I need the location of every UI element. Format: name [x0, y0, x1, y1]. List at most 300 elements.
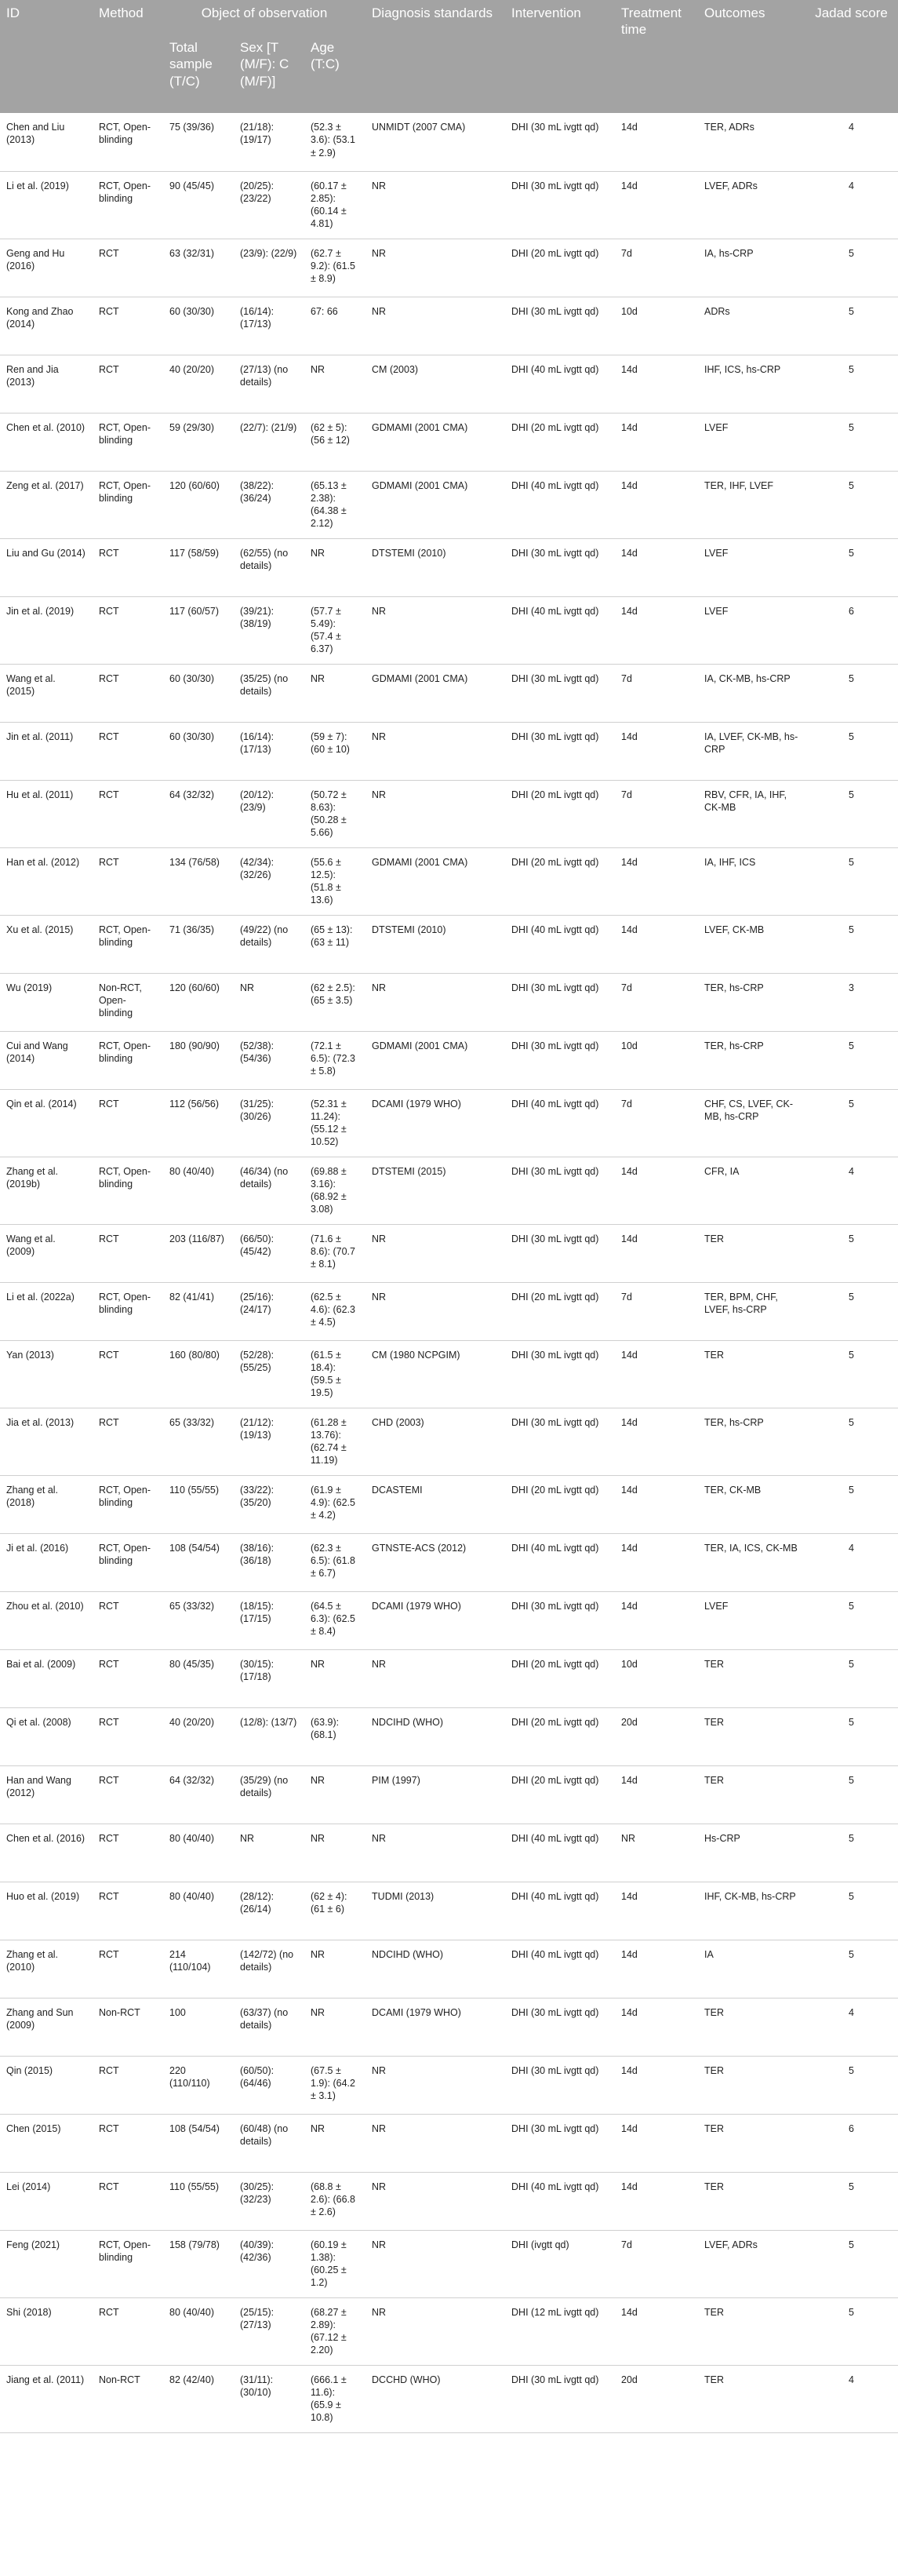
sex-cell: (63/37) (no details) [234, 1998, 304, 2056]
sex-cell: (16/14): (17/13) [234, 297, 304, 355]
jadad-score-cell: 5 [805, 538, 898, 596]
table-row [0, 2056, 898, 2114]
age-cell: (61.28 ± 13.76): (62.74 ± 11.19) [304, 1408, 365, 1475]
sex-cell: (18/15): (17/15) [234, 1591, 304, 1649]
treatment-time-cell: 14d [615, 915, 698, 973]
table-row [0, 297, 898, 355]
outcomes-cell: TER [698, 1224, 805, 1282]
outcomes-cell: TER, hs-CRP [698, 973, 805, 1031]
study-id-cell: Qin (2015) [0, 2056, 93, 2114]
jadad-score-cell: 5 [805, 2056, 898, 2114]
age-cell: (67.5 ± 1.9): (64.2 ± 3.1) [304, 2056, 365, 2114]
diagnosis-standards-cell: NR [365, 780, 505, 847]
sex-cell: (20/25): (23/22) [234, 171, 304, 239]
total-sample-cell: 134 (76/58) [163, 847, 234, 915]
total-sample-cell: 117 (58/59) [163, 538, 234, 596]
total-sample-cell: 40 (20/20) [163, 1707, 234, 1765]
total-sample-cell: 110 (55/55) [163, 1475, 234, 1533]
sex-cell: (60/48) (no details) [234, 2114, 304, 2172]
age-cell: NR [304, 355, 365, 413]
outcomes-cell: LVEF [698, 413, 805, 471]
outcomes-cell: RBV, CFR, IA, IHF, CK-MB [698, 780, 805, 847]
age-cell: (62.3 ± 6.5): (61.8 ± 6.7) [304, 1533, 365, 1591]
outcomes-cell: LVEF, ADRs [698, 171, 805, 239]
method-cell: RCT [93, 2297, 163, 2365]
total-sample-cell: 65 (33/32) [163, 1591, 234, 1649]
age-cell: (68.8 ± 2.6): (66.8 ± 2.6) [304, 2172, 365, 2230]
sex-cell: (27/13) (no details) [234, 355, 304, 413]
sex-cell: (35/29) (no details) [234, 1765, 304, 1824]
method-cell: RCT, Open-blinding [93, 1282, 163, 1340]
study-id-cell: Geng and Hu (2016) [0, 239, 93, 297]
diagnosis-standards-cell: GDMAMI (2001 CMA) [365, 413, 505, 471]
total-sample-cell: 100 [163, 1998, 234, 2056]
method-cell: RCT, Open-blinding [93, 113, 163, 171]
method-cell: RCT, Open-blinding [93, 471, 163, 538]
age-cell: (63.9): (68.1) [304, 1707, 365, 1765]
study-id-cell: Chen and Liu (2013) [0, 113, 93, 171]
table-row [0, 1089, 898, 1157]
outcomes-cell: CHF, CS, LVEF, CK-MB, hs-CRP [698, 1089, 805, 1157]
age-cell: (62.5 ± 4.6): (62.3 ± 4.5) [304, 1282, 365, 1340]
study-id-cell: Hu et al. (2011) [0, 780, 93, 847]
intervention-cell: DHI (30 mL ivgtt qd) [505, 973, 615, 1031]
treatment-time-cell: 14d [615, 2172, 698, 2230]
header-jadad-score: Jadad score [805, 0, 898, 113]
intervention-cell: DHI (20 mL ivgtt qd) [505, 1649, 615, 1707]
jadad-score-cell: 5 [805, 664, 898, 722]
intervention-cell: DHI (20 mL ivgtt qd) [505, 1282, 615, 1340]
total-sample-cell: 108 (54/54) [163, 2114, 234, 2172]
jadad-score-cell: 5 [805, 915, 898, 973]
sex-cell: (60/50): (64/46) [234, 2056, 304, 2114]
method-cell: RCT [93, 2114, 163, 2172]
age-cell: (71.6 ± 8.6): (70.7 ± 8.1) [304, 1224, 365, 1282]
method-cell: RCT [93, 1707, 163, 1765]
treatment-time-cell: 14d [615, 1157, 698, 1224]
header-outcomes: Outcomes [698, 0, 805, 113]
treatment-time-cell: 14d [615, 1533, 698, 1591]
method-cell: RCT [93, 2172, 163, 2230]
treatment-time-cell: 14d [615, 538, 698, 596]
study-id-cell: Chen et al. (2016) [0, 1824, 93, 1882]
diagnosis-standards-cell: GDMAMI (2001 CMA) [365, 847, 505, 915]
jadad-score-cell: 4 [805, 2365, 898, 2432]
intervention-cell: DHI (40 mL ivgtt qd) [505, 1940, 615, 1998]
outcomes-cell: TER [698, 2172, 805, 2230]
total-sample-cell: 160 (80/80) [163, 1340, 234, 1408]
intervention-cell: DHI (30 mL ivgtt qd) [505, 1408, 615, 1475]
total-sample-cell: 80 (40/40) [163, 1157, 234, 1224]
diagnosis-standards-cell: NR [365, 596, 505, 664]
method-cell: RCT [93, 2056, 163, 2114]
sex-cell: (31/25): (30/26) [234, 1089, 304, 1157]
study-id-cell: Chen et al. (2010) [0, 413, 93, 471]
method-cell: RCT [93, 722, 163, 780]
method-cell: RCT, Open-blinding [93, 1157, 163, 1224]
treatment-time-cell: 20d [615, 2365, 698, 2432]
study-id-cell: Liu and Gu (2014) [0, 538, 93, 596]
table-row [0, 1282, 898, 1340]
sex-cell: (22/7): (21/9) [234, 413, 304, 471]
table-row [0, 596, 898, 664]
jadad-score-cell: 5 [805, 2172, 898, 2230]
study-id-cell: Zeng et al. (2017) [0, 471, 93, 538]
table-row [0, 1224, 898, 1282]
total-sample-cell: 60 (30/30) [163, 722, 234, 780]
table-body [0, 113, 898, 2432]
jadad-score-cell: 5 [805, 355, 898, 413]
outcomes-cell: TER [698, 1765, 805, 1824]
diagnosis-standards-cell: GDMAMI (2001 CMA) [365, 1031, 505, 1089]
diagnosis-standards-cell: NR [365, 2114, 505, 2172]
study-id-cell: Wu (2019) [0, 973, 93, 1031]
diagnosis-standards-cell: DTSTEMI (2015) [365, 1157, 505, 1224]
total-sample-cell: 80 (45/35) [163, 1649, 234, 1707]
diagnosis-standards-cell: NR [365, 171, 505, 239]
intervention-cell: DHI (ivgtt qd) [505, 2230, 615, 2297]
jadad-score-cell: 5 [805, 1882, 898, 1940]
age-cell: (62 ± 5): (56 ± 12) [304, 413, 365, 471]
jadad-score-cell: 5 [805, 847, 898, 915]
treatment-time-cell: 7d [615, 2230, 698, 2297]
treatment-time-cell: 7d [615, 973, 698, 1031]
total-sample-cell: 80 (40/40) [163, 2297, 234, 2365]
total-sample-cell: 40 (20/20) [163, 355, 234, 413]
diagnosis-standards-cell: NR [365, 1282, 505, 1340]
treatment-time-cell: NR [615, 1824, 698, 1882]
diagnosis-standards-cell: DCAMI (1979 WHO) [365, 1089, 505, 1157]
jadad-score-cell: 5 [805, 471, 898, 538]
age-cell: (68.27 ± 2.89): (67.12 ± 2.20) [304, 2297, 365, 2365]
age-cell: NR [304, 1765, 365, 1824]
intervention-cell: DHI (20 mL ivgtt qd) [505, 413, 615, 471]
total-sample-cell: 112 (56/56) [163, 1089, 234, 1157]
sex-cell: (52/28): (55/25) [234, 1340, 304, 1408]
table-row [0, 538, 898, 596]
treatment-time-cell: 10d [615, 1031, 698, 1089]
treatment-time-cell: 14d [615, 171, 698, 239]
table-row [0, 2230, 898, 2297]
age-cell: (60.19 ± 1.38): (60.25 ± 1.2) [304, 2230, 365, 2297]
table-row [0, 664, 898, 722]
age-cell: NR [304, 1649, 365, 1707]
intervention-cell: DHI (40 mL ivgtt qd) [505, 471, 615, 538]
outcomes-cell: TER [698, 2365, 805, 2432]
method-cell: Non-RCT [93, 2365, 163, 2432]
outcomes-cell: TER [698, 2297, 805, 2365]
method-cell: RCT [93, 1591, 163, 1649]
outcomes-cell: TER [698, 2114, 805, 2172]
sex-cell: (46/34) (no details) [234, 1157, 304, 1224]
outcomes-cell: TER, ADRs [698, 113, 805, 171]
age-cell: (62 ± 2.5): (65 ± 3.5) [304, 973, 365, 1031]
study-id-cell: Huo et al. (2019) [0, 1882, 93, 1940]
treatment-time-cell: 14d [615, 1475, 698, 1533]
intervention-cell: DHI (40 mL ivgtt qd) [505, 1533, 615, 1591]
age-cell: (61.9 ± 4.9): (62.5 ± 4.2) [304, 1475, 365, 1533]
treatment-time-cell: 14d [615, 355, 698, 413]
study-id-cell: Wang et al. (2009) [0, 1224, 93, 1282]
treatment-time-cell: 14d [615, 596, 698, 664]
study-id-cell: Ji et al. (2016) [0, 1533, 93, 1591]
outcomes-cell: TER, IA, ICS, CK-MB [698, 1533, 805, 1591]
diagnosis-standards-cell: NR [365, 2297, 505, 2365]
treatment-time-cell: 14d [615, 113, 698, 171]
sex-cell: (35/25) (no details) [234, 664, 304, 722]
jadad-score-cell: 5 [805, 1031, 898, 1089]
sex-cell: (30/25): (32/23) [234, 2172, 304, 2230]
total-sample-cell: 64 (32/32) [163, 780, 234, 847]
intervention-cell: DHI (30 mL ivgtt qd) [505, 538, 615, 596]
outcomes-cell: TER [698, 2056, 805, 2114]
treatment-time-cell: 14d [615, 1940, 698, 1998]
jadad-score-cell: 5 [805, 297, 898, 355]
method-cell: RCT, Open-blinding [93, 171, 163, 239]
total-sample-cell: 60 (30/30) [163, 297, 234, 355]
study-id-cell: Cui and Wang (2014) [0, 1031, 93, 1089]
intervention-cell: DHI (40 mL ivgtt qd) [505, 2172, 615, 2230]
outcomes-cell: LVEF [698, 1591, 805, 1649]
header-total-sample: Total sample (T/C) [163, 35, 234, 113]
sex-cell: (38/22): (36/24) [234, 471, 304, 538]
jadad-score-cell: 4 [805, 1533, 898, 1591]
method-cell: RCT [93, 1765, 163, 1824]
intervention-cell: DHI (30 mL ivgtt qd) [505, 2056, 615, 2114]
header-object-of-observation: Object of observation [163, 0, 365, 35]
table-row [0, 1649, 898, 1707]
sex-cell: NR [234, 973, 304, 1031]
treatment-time-cell: 10d [615, 1649, 698, 1707]
table-row [0, 722, 898, 780]
method-cell: RCT, Open-blinding [93, 915, 163, 973]
study-id-cell: Zhou et al. (2010) [0, 1591, 93, 1649]
table-row [0, 2114, 898, 2172]
study-id-cell: Wang et al. (2015) [0, 664, 93, 722]
intervention-cell: DHI (40 mL ivgtt qd) [505, 1882, 615, 1940]
outcomes-cell: TER, hs-CRP [698, 1408, 805, 1475]
study-id-cell: Jiang et al. (2011) [0, 2365, 93, 2432]
treatment-time-cell: 7d [615, 664, 698, 722]
header-diagnosis-standards: Diagnosis standards [365, 0, 505, 113]
outcomes-cell: TER [698, 1998, 805, 2056]
age-cell: 67: 66 [304, 297, 365, 355]
study-id-cell: Kong and Zhao (2014) [0, 297, 93, 355]
total-sample-cell: 180 (90/90) [163, 1031, 234, 1089]
diagnosis-standards-cell: NR [365, 1224, 505, 1282]
jadad-score-cell: 4 [805, 171, 898, 239]
study-id-cell: Han and Wang (2012) [0, 1765, 93, 1824]
table-row [0, 2365, 898, 2432]
table-row [0, 355, 898, 413]
header-age: Age (T:C) [304, 35, 365, 113]
age-cell: NR [304, 1824, 365, 1882]
table-row [0, 1031, 898, 1089]
table-row [0, 2172, 898, 2230]
outcomes-cell: IA, IHF, ICS [698, 847, 805, 915]
study-id-cell: Feng (2021) [0, 2230, 93, 2297]
jadad-score-cell: 5 [805, 1591, 898, 1649]
intervention-cell: DHI (30 mL ivgtt qd) [505, 722, 615, 780]
sex-cell: (66/50): (45/42) [234, 1224, 304, 1282]
diagnosis-standards-cell: NDCIHD (WHO) [365, 1707, 505, 1765]
diagnosis-standards-cell: GDMAMI (2001 CMA) [365, 664, 505, 722]
table-row [0, 113, 898, 171]
age-cell: (50.72 ± 8.63): (50.28 ± 5.66) [304, 780, 365, 847]
jadad-score-cell: 5 [805, 1408, 898, 1475]
jadad-score-cell: 3 [805, 973, 898, 1031]
diagnosis-standards-cell: NR [365, 973, 505, 1031]
header-method: Method [93, 0, 163, 113]
method-cell: RCT [93, 355, 163, 413]
study-id-cell: Zhang et al. (2019b) [0, 1157, 93, 1224]
header-id: ID [0, 0, 93, 113]
sex-cell: (38/16): (36/18) [234, 1533, 304, 1591]
age-cell: (69.88 ± 3.16): (68.92 ± 3.08) [304, 1157, 365, 1224]
jadad-score-cell: 5 [805, 1282, 898, 1340]
outcomes-cell: TER [698, 1649, 805, 1707]
outcomes-cell: LVEF, ADRs [698, 2230, 805, 2297]
sex-cell: (52/38): (54/36) [234, 1031, 304, 1089]
diagnosis-standards-cell: DCAMI (1979 WHO) [365, 1998, 505, 2056]
age-cell: NR [304, 664, 365, 722]
table-row [0, 1340, 898, 1408]
total-sample-cell: 214 (110/104) [163, 1940, 234, 1998]
method-cell: RCT [93, 1882, 163, 1940]
diagnosis-standards-cell: NR [365, 1649, 505, 1707]
treatment-time-cell: 14d [615, 1224, 698, 1282]
treatment-time-cell: 14d [615, 413, 698, 471]
treatment-time-cell: 14d [615, 1998, 698, 2056]
intervention-cell: DHI (30 mL ivgtt qd) [505, 2114, 615, 2172]
study-id-cell: Zhang and Sun (2009) [0, 1998, 93, 2056]
outcomes-cell: IA, LVEF, CK-MB, hs-CRP [698, 722, 805, 780]
intervention-cell: DHI (30 mL ivgtt qd) [505, 664, 615, 722]
sex-cell: NR [234, 1824, 304, 1882]
diagnosis-standards-cell: DCAMI (1979 WHO) [365, 1591, 505, 1649]
intervention-cell: DHI (30 mL ivgtt qd) [505, 1998, 615, 2056]
sex-cell: (16/14): (17/13) [234, 722, 304, 780]
sex-cell: (30/15): (17/18) [234, 1649, 304, 1707]
outcomes-cell: IA [698, 1940, 805, 1998]
method-cell: Non-RCT [93, 1998, 163, 2056]
sex-cell: (28/12): (26/14) [234, 1882, 304, 1940]
age-cell: (65 ± 13): (63 ± 11) [304, 915, 365, 973]
age-cell: (61.5 ± 18.4): (59.5 ± 19.5) [304, 1340, 365, 1408]
total-sample-cell: 75 (39/36) [163, 113, 234, 171]
treatment-time-cell: 14d [615, 2056, 698, 2114]
method-cell: Non-RCT, Open-blinding [93, 973, 163, 1031]
total-sample-cell: 63 (32/31) [163, 239, 234, 297]
header-sex: Sex [T (M/F): C (M/F)] [234, 35, 304, 113]
study-id-cell: Lei (2014) [0, 2172, 93, 2230]
method-cell: RCT [93, 1940, 163, 1998]
total-sample-cell: 120 (60/60) [163, 471, 234, 538]
method-cell: RCT, Open-blinding [93, 1031, 163, 1089]
age-cell: (65.13 ± 2.38): (64.38 ± 2.12) [304, 471, 365, 538]
sex-cell: (20/12): (23/9) [234, 780, 304, 847]
intervention-cell: DHI (30 mL ivgtt qd) [505, 1591, 615, 1649]
sex-cell: (40/39): (42/36) [234, 2230, 304, 2297]
table-row [0, 1824, 898, 1882]
treatment-time-cell: 14d [615, 1591, 698, 1649]
outcomes-cell: TER, IHF, LVEF [698, 471, 805, 538]
sex-cell: (62/55) (no details) [234, 538, 304, 596]
total-sample-cell: 65 (33/32) [163, 1408, 234, 1475]
outcomes-cell: LVEF, CK-MB [698, 915, 805, 973]
diagnosis-standards-cell: NR [365, 2056, 505, 2114]
treatment-time-cell: 14d [615, 1340, 698, 1408]
sex-cell: (49/22) (no details) [234, 915, 304, 973]
method-cell: RCT [93, 538, 163, 596]
diagnosis-standards-cell: DTSTEMI (2010) [365, 538, 505, 596]
intervention-cell: DHI (20 mL ivgtt qd) [505, 239, 615, 297]
diagnosis-standards-cell: TUDMI (2013) [365, 1882, 505, 1940]
sex-cell: (21/18): (19/17) [234, 113, 304, 171]
diagnosis-standards-cell: DCCHD (WHO) [365, 2365, 505, 2432]
treatment-time-cell: 7d [615, 1282, 698, 1340]
study-id-cell: Jia et al. (2013) [0, 1408, 93, 1475]
age-cell: (62.7 ± 9.2): (61.5 ± 8.9) [304, 239, 365, 297]
table-row [0, 915, 898, 973]
table-row [0, 1157, 898, 1224]
intervention-cell: DHI (20 mL ivgtt qd) [505, 1707, 615, 1765]
study-id-cell: Ren and Jia (2013) [0, 355, 93, 413]
table-row [0, 1591, 898, 1649]
treatment-time-cell: 20d [615, 1707, 698, 1765]
diagnosis-standards-cell: DCASTEMI [365, 1475, 505, 1533]
diagnosis-standards-cell: UNMIDT (2007 CMA) [365, 113, 505, 171]
method-cell: RCT [93, 297, 163, 355]
outcomes-cell: LVEF [698, 538, 805, 596]
table-row [0, 1533, 898, 1591]
method-cell: RCT [93, 239, 163, 297]
diagnosis-standards-cell: CHD (2003) [365, 1408, 505, 1475]
treatment-time-cell: 14d [615, 1408, 698, 1475]
jadad-score-cell: 4 [805, 1157, 898, 1224]
method-cell: RCT [93, 780, 163, 847]
method-cell: RCT [93, 596, 163, 664]
jadad-score-cell: 5 [805, 1224, 898, 1282]
sex-cell: (21/12): (19/13) [234, 1408, 304, 1475]
age-cell: (72.1 ± 6.5): (72.3 ± 5.8) [304, 1031, 365, 1089]
jadad-score-cell: 5 [805, 413, 898, 471]
intervention-cell: DHI (20 mL ivgtt qd) [505, 847, 615, 915]
treatment-time-cell: 7d [615, 780, 698, 847]
method-cell: RCT [93, 1340, 163, 1408]
outcomes-cell: LVEF [698, 596, 805, 664]
outcomes-cell: IA, hs-CRP [698, 239, 805, 297]
sex-cell: (42/34): (32/26) [234, 847, 304, 915]
diagnosis-standards-cell: NR [365, 297, 505, 355]
treatment-time-cell: 14d [615, 1765, 698, 1824]
table-row [0, 1940, 898, 1998]
sex-cell: (12/8): (13/7) [234, 1707, 304, 1765]
treatment-time-cell: 10d [615, 297, 698, 355]
sex-cell: (142/72) (no details) [234, 1940, 304, 1998]
jadad-score-cell: 5 [805, 2297, 898, 2365]
diagnosis-standards-cell: NR [365, 2230, 505, 2297]
method-cell: RCT, Open-blinding [93, 413, 163, 471]
intervention-cell: DHI (40 mL ivgtt qd) [505, 1089, 615, 1157]
intervention-cell: DHI (40 mL ivgtt qd) [505, 915, 615, 973]
table-row [0, 1707, 898, 1765]
method-cell: RCT [93, 664, 163, 722]
diagnosis-standards-cell: CM (2003) [365, 355, 505, 413]
age-cell: NR [304, 1998, 365, 2056]
intervention-cell: DHI (30 mL ivgtt qd) [505, 297, 615, 355]
total-sample-cell: 60 (30/30) [163, 664, 234, 722]
